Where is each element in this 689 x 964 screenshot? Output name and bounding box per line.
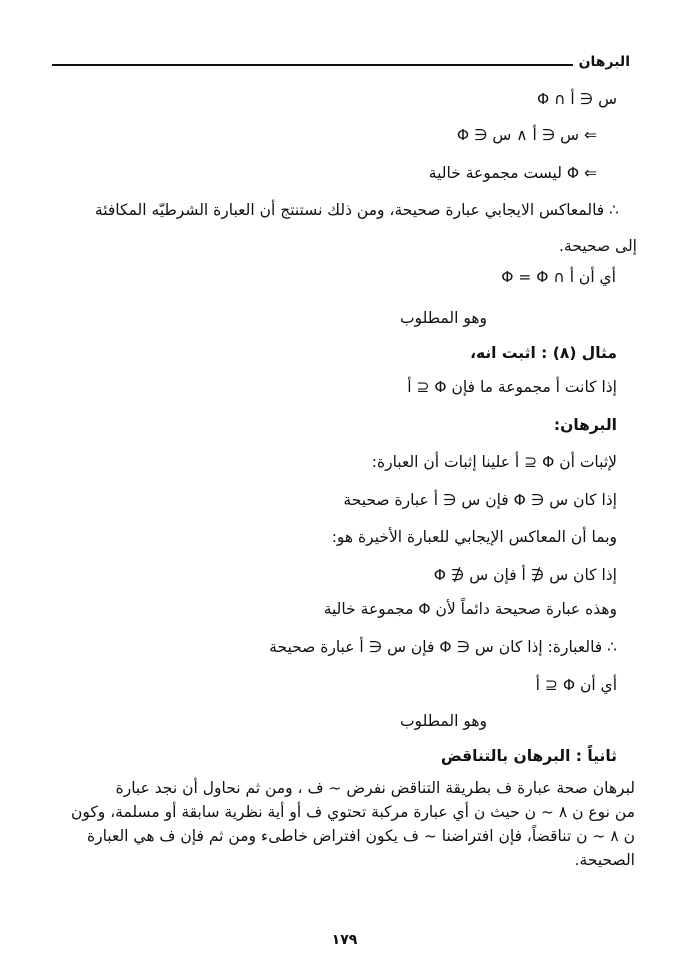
set-intersection-line: س ∈ أ ∩ Φ	[537, 90, 617, 108]
continuation-line: إلى صحيحة.	[559, 237, 637, 255]
equality-line: أي أن أ ∩ Φ = Φ	[501, 268, 616, 286]
paragraph-line-4: الصحيحة.	[574, 851, 635, 869]
qed-line-1: وهو المطلوب	[399, 309, 487, 327]
page-number: ١٧٩	[331, 932, 358, 948]
paragraph-line-3: ن ٨ ~ ن تناقضاً، فإن افتراضنا ~ ف يكون افتراض خاطىء ومن ثم فإن ف هي العبارة	[86, 827, 635, 845]
implication-line-1: ⇐ س ∈ أ ∧ س ∈ Φ	[456, 126, 597, 144]
proof-line-1: لإثبات أن Φ ⊆ أ علينا إثبات أن العبارة:	[371, 453, 617, 471]
qed-line-2: وهو المطلوب	[399, 712, 487, 730]
therefore-line: ∴ فالمعاكس الايجابي عبارة صحيحة، ومن ذلك نستنتج أن العبارة الشرطيّه المكافئة	[94, 201, 619, 219]
proof-line-5: وهذه عبارة صحيحة دائماً لأن Φ مجموعة خالية	[323, 600, 617, 618]
header-rule	[52, 64, 573, 66]
paragraph-line-1: لبرهان صحة عبارة ف بطريقة التناقض نفرض ~ ف ، ومن ثم نحاول أن نجد عبارة	[115, 779, 635, 797]
example-statement: إذا كانت أ مجموعة ما فإن Φ ⊆ أ	[407, 378, 617, 396]
section-heading: ثانياً : البرهان بالتناقض	[440, 747, 617, 765]
paragraph-line-2: من نوع ن ٨ ~ ن حيث ن أي عبارة مركبة تحتوي ف أو أية نظرية سابقة أو مسلمة، وكون	[70, 803, 635, 821]
header-title: البرهان	[578, 54, 630, 70]
example-heading: مثال (٨) : اثبت انه،	[470, 344, 617, 362]
proof-result: أي أن Φ ⊆ أ	[535, 676, 617, 694]
running-header	[52, 50, 630, 70]
proof-line-4: إذا كان س ∉ أ فإن س ∉ Φ	[433, 566, 617, 584]
proof-line-2: إذا كان س ∈ Φ فإن س ∈ أ عبارة صحيحة	[343, 491, 617, 509]
proof-line-3: وبما أن المعاكس الإيجابي للعبارة الأخيرة هو:	[331, 528, 617, 546]
contradiction-paragraph	[51, 776, 635, 872]
implication-line-2: ⇐ Φ ليست مجموعة خالية	[428, 164, 597, 182]
proof-label: البرهان:	[553, 416, 617, 434]
proof-conclusion: ∴ فالعبارة: إذا كان س ∈ Φ فإن س ∈ أ عبارة صحيحة	[269, 638, 617, 656]
